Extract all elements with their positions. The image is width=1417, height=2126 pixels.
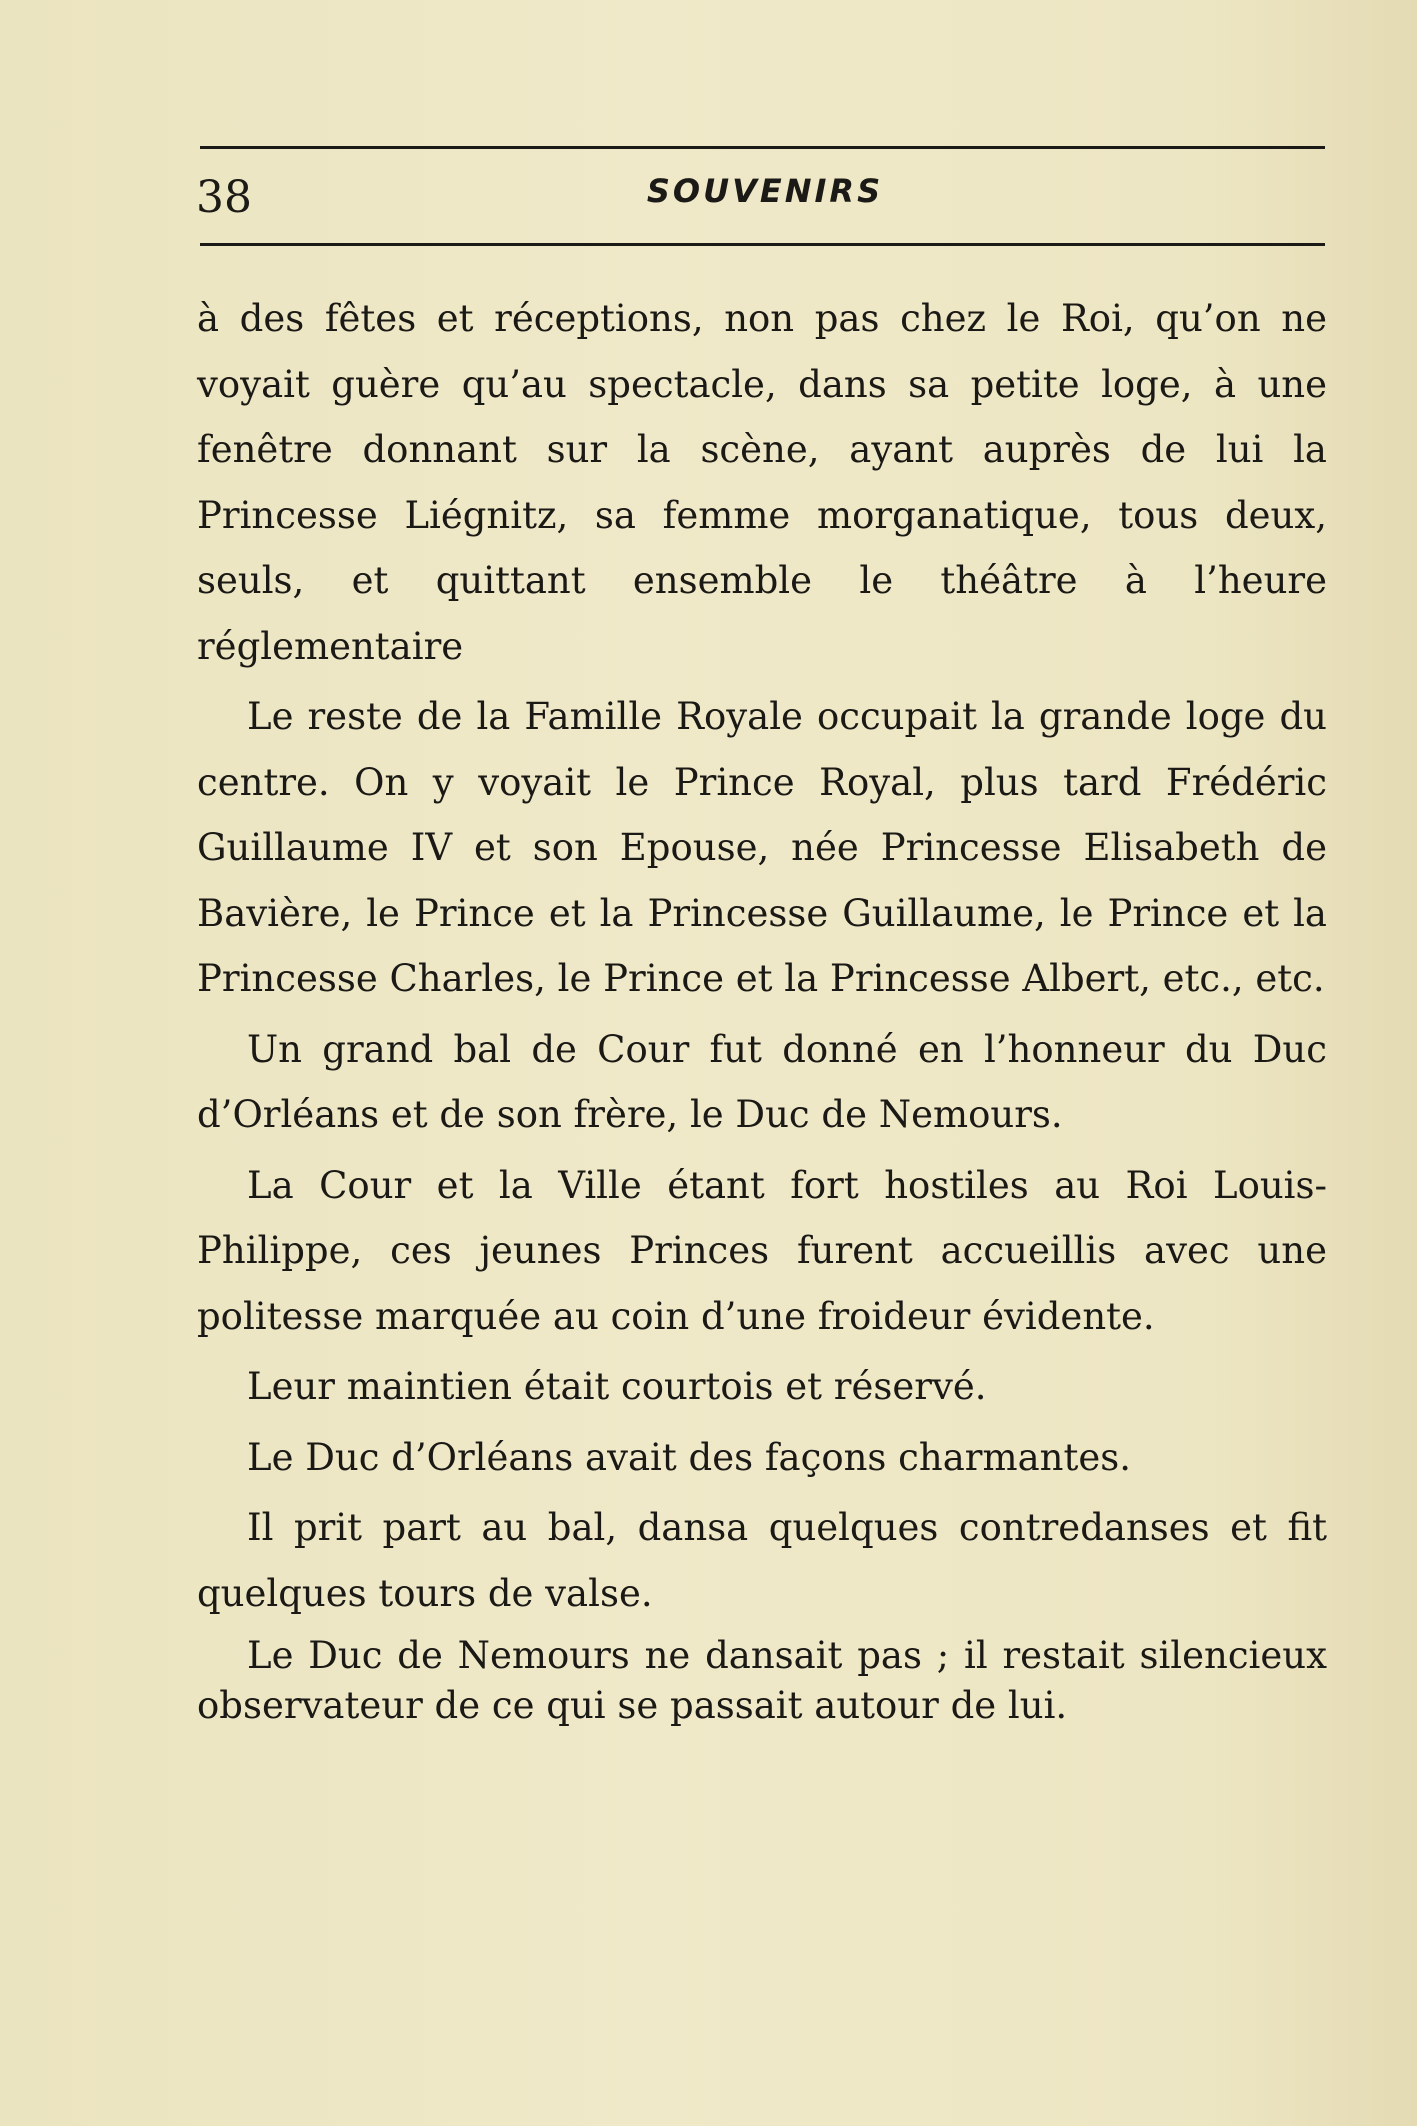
- running-title: SOUVENIRS: [646, 172, 884, 210]
- paragraph-duc-orleans: Le Duc d’Orléans avait des façons charmantes.: [247, 1435, 1131, 1479]
- paragraph-bearing: Leur maintien était courtois et réservé.: [247, 1365, 987, 1408]
- body-text: [197, 286, 1327, 1736]
- paragraph-court-ball: Un grand bal de Cour fut donné en l’honneur du Duc d’Orléans et de son frère, le Duc de Nemours.: [197, 1027, 1327, 1136]
- header-bottom-rule: [200, 243, 1325, 246]
- paragraph-duc-nemours: Le Duc de Nemours ne dansait pas ; il restait silencieux observateur de ce qui se passait autour de lui.: [197, 1634, 1327, 1727]
- paragraph-continued: à des fêtes et réceptions, non pas chez le Roi, qu’on ne voyait guère qu’au spectacle, dans sa petite loge, à une fenêtre donnant sur la scène, ayant auprès de lui la Princesse Liégnitz, sa femme morganatique, tous deux, seuls, et quittant ensemble le théâtre à l’heure réglementaire: [197, 297, 1327, 668]
- page-number: 38: [196, 172, 252, 223]
- paragraph-court-hostility: La Cour et la Ville étant fort hostiles au Roi Louis-Philippe, ces jeunes Princes furent accueillis avec une politesse marquée au coin d’une froideur évidente.: [197, 1163, 1327, 1338]
- paragraph-dancing: Il prit part au bal, dansa quelques contredanses et fit quelques tours de valse.: [197, 1506, 1327, 1615]
- paragraph-royal-family: Le reste de la Famille Royale occupait la grande loge du centre. On y voyait le Prince Royal, plus tard Frédéric Guillaume IV et son Epouse, née Princesse Elisabeth de Bavière, le Prince et la Princesse Guillaume, le Prince et la Princesse Charles, le Prince et la Princesse Albert, etc., etc.: [197, 695, 1327, 1000]
- header-top-rule: [200, 146, 1325, 149]
